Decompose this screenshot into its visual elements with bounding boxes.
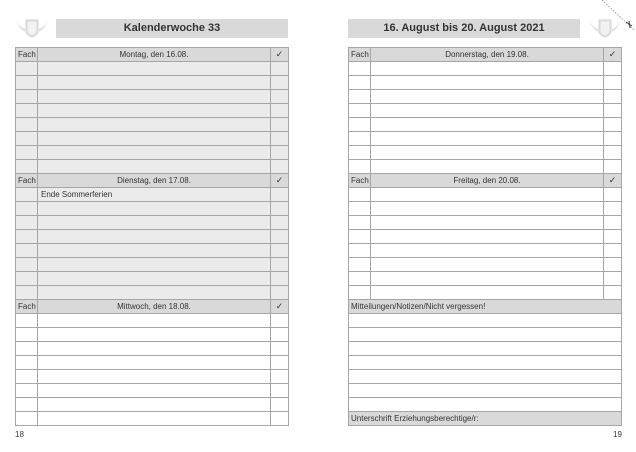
homework-entry[interactable] [371,104,604,118]
subject-cell[interactable] [349,230,371,244]
checkmark-icon: ✓ [604,174,622,188]
done-checkbox[interactable] [271,76,289,90]
subject-cell[interactable] [16,216,38,230]
homework-row [349,244,622,258]
homework-entry[interactable] [38,230,271,244]
subject-cell[interactable] [16,272,38,286]
homework-row [16,104,289,118]
homework-row [349,230,622,244]
homework-entry[interactable] [38,202,271,216]
done-checkbox[interactable] [271,398,289,412]
done-checkbox[interactable] [604,62,622,76]
subject-cell[interactable] [16,76,38,90]
done-checkbox[interactable] [604,104,622,118]
signature-row [349,412,622,426]
homework-entry[interactable] [38,398,271,412]
day-header [16,300,289,314]
notes-line[interactable] [349,356,622,370]
notes-row [349,370,622,384]
done-checkbox[interactable] [271,104,289,118]
subject-column-label: Fach [349,48,371,62]
homework-row [16,62,289,76]
done-checkbox[interactable] [604,202,622,216]
done-checkbox[interactable] [271,132,289,146]
homework-entry[interactable] [371,286,604,300]
homework-row [16,412,289,426]
subject-cell[interactable] [349,188,371,202]
done-checkbox[interactable] [271,146,289,160]
homework-row [349,146,622,160]
homework-entry[interactable] [38,356,271,370]
subject-cell[interactable] [16,118,38,132]
homework-entry[interactable] [38,314,271,328]
subject-cell[interactable] [16,356,38,370]
done-checkbox[interactable] [271,286,289,300]
homework-entry[interactable] [371,258,604,272]
homework-entry[interactable] [38,104,271,118]
notes-row [349,342,622,356]
homework-row [349,132,622,146]
homework-entry[interactable] [371,188,604,202]
subject-cell[interactable] [16,202,38,216]
homework-row [349,104,622,118]
homework-row [349,76,622,90]
homework-entry[interactable] [371,230,604,244]
homework-row [16,398,289,412]
homework-row [16,356,289,370]
homework-row [16,272,289,286]
done-checkbox[interactable] [271,244,289,258]
done-checkbox[interactable] [271,90,289,104]
notes-line[interactable] [349,384,622,398]
homework-entry[interactable] [38,370,271,384]
homework-entry[interactable] [371,216,604,230]
homework-row [16,328,289,342]
day-label: Dienstag, den 17.08. [38,174,271,188]
homework-entry[interactable] [38,286,271,300]
homework-row [16,230,289,244]
subject-cell[interactable] [349,104,371,118]
done-checkbox[interactable] [271,258,289,272]
homework-entry[interactable] [38,342,271,356]
day-label: Freitag, den 20.08. [371,174,604,188]
done-checkbox[interactable] [271,314,289,328]
homework-row [16,286,289,300]
subject-cell[interactable] [349,62,371,76]
homework-row [16,216,289,230]
done-checkbox[interactable] [604,286,622,300]
notes-row [349,328,622,342]
homework-row [16,118,289,132]
subject-cell[interactable] [16,314,38,328]
done-checkbox[interactable] [604,258,622,272]
subject-cell[interactable] [16,104,38,118]
notes-line[interactable] [349,328,622,342]
homework-entry[interactable]: Ende Sommerferien [38,188,271,202]
done-checkbox[interactable] [604,76,622,90]
subject-cell[interactable] [16,62,38,76]
subject-cell[interactable] [349,132,371,146]
weekday-planner-left [15,47,289,426]
homework-entry[interactable] [371,118,604,132]
done-checkbox[interactable] [271,216,289,230]
checkmark-icon: ✓ [271,48,289,62]
page-number: 19 [613,430,622,439]
subject-cell[interactable] [349,244,371,258]
homework-row [16,202,289,216]
homework-row [349,286,622,300]
done-checkbox[interactable] [271,118,289,132]
homework-row [16,146,289,160]
done-checkbox[interactable] [271,328,289,342]
subject-cell[interactable] [349,286,371,300]
subject-cell[interactable] [16,286,38,300]
subject-cell[interactable] [349,258,371,272]
subject-cell[interactable] [16,188,38,202]
subject-cell[interactable] [349,272,371,286]
subject-cell[interactable] [16,412,38,426]
checkmark-icon: ✓ [271,174,289,188]
day-label: Montag, den 16.08. [38,48,271,62]
done-checkbox[interactable] [271,384,289,398]
done-checkbox[interactable] [271,188,289,202]
homework-row [16,160,289,174]
subject-cell[interactable] [349,146,371,160]
done-checkbox[interactable] [604,230,622,244]
homework-row [349,90,622,104]
notes-line[interactable] [349,370,622,384]
homework-row [16,188,289,202]
notes-header [349,300,622,314]
notes-row [349,356,622,370]
subject-cell[interactable] [16,160,38,174]
notes-label: Mitteilungen/Notizen/Nicht vergessen! [349,300,622,314]
subject-cell[interactable] [16,342,38,356]
subject-cell[interactable] [349,118,371,132]
homework-entry[interactable] [38,118,271,132]
subject-cell[interactable] [16,258,38,272]
day-header [349,48,622,62]
homework-entry[interactable] [371,202,604,216]
done-checkbox[interactable] [604,146,622,160]
done-checkbox[interactable] [271,62,289,76]
homework-entry[interactable] [38,90,271,104]
day-header [16,174,289,188]
homework-row [16,90,289,104]
homework-row [349,258,622,272]
notes-line[interactable] [349,398,622,412]
homework-row [349,118,622,132]
homework-row [16,370,289,384]
day-label: Donnerstag, den 19.08. [371,48,604,62]
checkmark-icon: ✓ [604,48,622,62]
done-checkbox[interactable] [271,272,289,286]
done-checkbox[interactable] [604,244,622,258]
homework-entry[interactable] [38,146,271,160]
homework-entry[interactable] [38,76,271,90]
notes-row [349,398,622,412]
homework-entry[interactable] [38,244,271,258]
homework-row [16,244,289,258]
notes-row [349,314,622,328]
homework-entry[interactable] [38,216,271,230]
done-checkbox[interactable] [604,272,622,286]
homework-row [349,188,622,202]
homework-entry[interactable] [371,132,604,146]
done-checkbox[interactable] [604,132,622,146]
subject-cell[interactable] [349,90,371,104]
homework-row [16,384,289,398]
subject-cell[interactable] [16,132,38,146]
subject-cell[interactable] [16,398,38,412]
subject-cell[interactable] [349,202,371,216]
homework-entry[interactable] [371,76,604,90]
homework-row [349,160,622,174]
subject-cell[interactable] [16,230,38,244]
done-checkbox[interactable] [604,216,622,230]
homework-row [349,216,622,230]
subject-column-label: Fach [16,300,38,314]
done-checkbox[interactable] [271,160,289,174]
subject-cell[interactable] [349,76,371,90]
homework-entry[interactable] [371,62,604,76]
subject-cell[interactable] [16,146,38,160]
checkmark-icon: ✓ [271,300,289,314]
signature-field[interactable]: Unterschrift Erziehungsberechtige/r: [349,412,622,426]
homework-row [16,314,289,328]
homework-entry[interactable] [371,272,604,286]
done-checkbox[interactable] [604,160,622,174]
subject-cell[interactable] [16,370,38,384]
page-title: Kalenderwoche 33 [56,19,288,38]
homework-row [16,76,289,90]
homework-entry[interactable] [38,328,271,342]
subject-cell[interactable] [349,160,371,174]
done-checkbox[interactable] [604,188,622,202]
homework-row [16,342,289,356]
scissors-icon [596,0,636,40]
winged-shield-icon [15,18,49,38]
homework-entry[interactable] [371,90,604,104]
homework-entry[interactable] [38,62,271,76]
day-header [16,48,289,62]
homework-entry[interactable] [38,412,271,426]
homework-entry[interactable] [38,258,271,272]
done-checkbox[interactable] [604,118,622,132]
subject-cell[interactable] [16,244,38,258]
done-checkbox[interactable] [271,230,289,244]
subject-cell[interactable] [16,328,38,342]
subject-column-label: Fach [16,174,38,188]
homework-entry[interactable] [371,244,604,258]
notes-row [349,384,622,398]
notes-line[interactable] [349,314,622,328]
homework-entry[interactable] [38,384,271,398]
page-number: 18 [15,430,24,439]
homework-entry[interactable] [38,132,271,146]
subject-column-label: Fach [16,48,38,62]
notes-line[interactable] [349,342,622,356]
homework-row [349,202,622,216]
homework-row [16,258,289,272]
homework-entry[interactable] [38,160,271,174]
homework-row [349,62,622,76]
subject-cell[interactable] [16,90,38,104]
day-header [349,174,622,188]
done-checkbox[interactable] [604,90,622,104]
homework-row [16,132,289,146]
homework-row [349,272,622,286]
homework-entry[interactable] [38,272,271,286]
done-checkbox[interactable] [271,202,289,216]
done-checkbox[interactable] [271,342,289,356]
homework-entry[interactable] [371,160,604,174]
day-label: Mittwoch, den 18.08. [38,300,271,314]
done-checkbox[interactable] [271,356,289,370]
weekday-planner-right [348,47,622,426]
homework-entry[interactable] [371,146,604,160]
date-range-title: 16. August bis 20. August 2021 [348,19,580,38]
subject-column-label: Fach [349,174,371,188]
done-checkbox[interactable] [271,412,289,426]
done-checkbox[interactable] [271,370,289,384]
subject-cell[interactable] [16,384,38,398]
subject-cell[interactable] [349,216,371,230]
